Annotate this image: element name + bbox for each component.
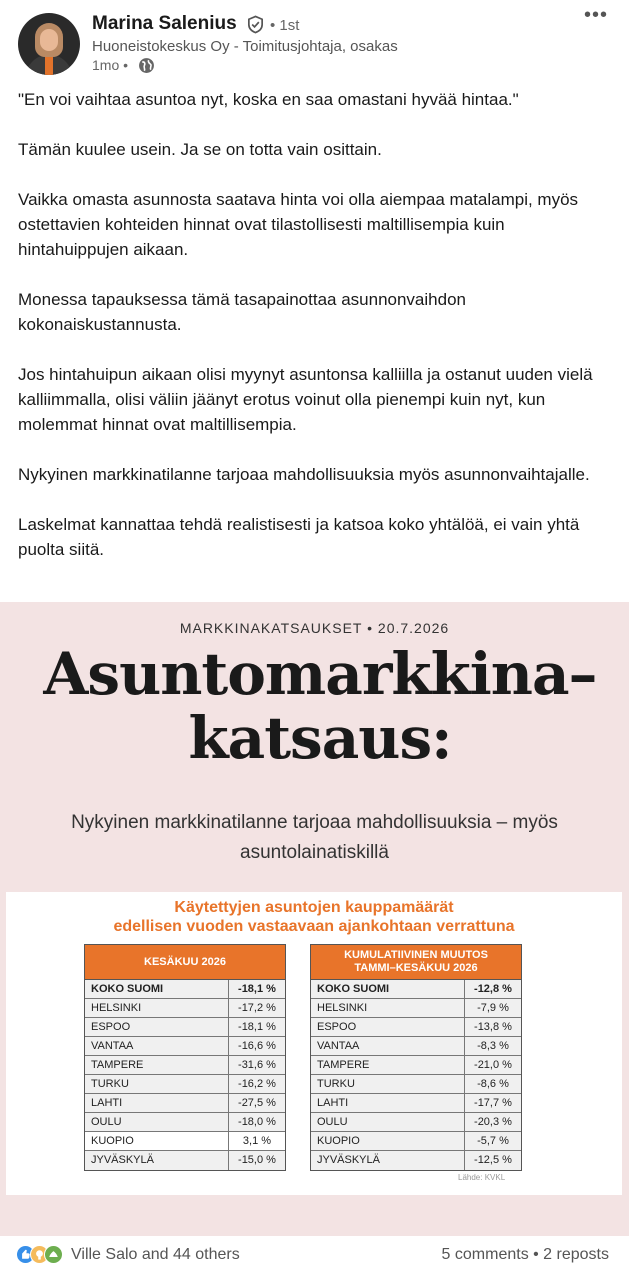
author-name[interactable]: Marina Salenius <box>92 13 237 34</box>
change-cell: -8,6 % <box>477 1078 509 1090</box>
cumulative-header-line: KUMULATIIVINEN MUUTOS <box>344 949 488 961</box>
more-options-icon[interactable]: ••• <box>584 4 609 26</box>
table-row <box>311 999 521 1018</box>
table-row <box>311 1056 521 1075</box>
city-cell: VANTAA <box>311 1037 465 1055</box>
post-paragraph: Vaikka omasta asunnosta saatava hinta voi olla aiempaa matalampi, myös ostettavien kohteiden hinnat ovat tilastollisesti maltillisempia kuin hintahuippujen aikaan. <box>18 190 579 259</box>
table-row <box>311 1094 521 1113</box>
table-row <box>85 1151 285 1170</box>
city-cell: KOKO SUOMI <box>85 980 229 998</box>
avatar-face-shape <box>40 29 58 51</box>
verified-icon <box>246 15 265 34</box>
table-title-line: Käytettyjen asuntojen kauppamäärät <box>174 899 454 916</box>
city-cell: ESPOO <box>311 1018 465 1036</box>
image-kicker: MARKKINAKATSAUKSET • 20.7.2026 <box>179 620 450 636</box>
change-cell: -7,9 % <box>477 1002 509 1014</box>
change-cell: -17,7 % <box>474 1097 512 1109</box>
image-subtitle <box>10 808 619 868</box>
post-paragraph: "En voi vaihtaa asuntoa nyt, koska en saa omastani hyvää hintaa." <box>18 90 519 109</box>
cumulative-table-header <box>311 945 521 980</box>
change-cell: -12,8 % <box>474 983 512 995</box>
table-row <box>85 1018 285 1037</box>
change-cell: 3,1 % <box>242 1135 272 1147</box>
connection-degree: • 1st <box>270 17 300 34</box>
table-row <box>85 1113 285 1132</box>
sales-table-card <box>6 892 622 1195</box>
table-row <box>85 1056 285 1075</box>
image-title-line: Asuntomarkkina– <box>43 640 597 708</box>
change-cell: -31,6 % <box>238 1059 276 1071</box>
change-cell: -8,3 % <box>477 1040 509 1052</box>
reactions-summary[interactable]: Ville Salo and 44 others <box>71 1246 240 1263</box>
table-row <box>85 980 285 999</box>
june-table <box>84 944 286 1171</box>
city-cell: JYVÄSKYLÄ <box>311 1151 465 1170</box>
change-cell: -13,8 % <box>474 1021 512 1033</box>
city-cell: LAHTI <box>85 1094 229 1112</box>
change-cell: -18,1 % <box>238 1021 276 1033</box>
cumulative-table <box>310 944 522 1171</box>
post-paragraph: Tämän kuulee usein. Ja se on totta vain osittain. <box>18 140 382 159</box>
table-source: Lähde: KVKL <box>458 1173 506 1182</box>
table-title-line: edellisen vuoden vastaavaan ajankohtaan verrattuna <box>113 918 515 935</box>
table-row <box>85 999 285 1018</box>
city-cell: TURKU <box>85 1075 229 1093</box>
change-cell: -18,0 % <box>238 1116 276 1128</box>
author-avatar[interactable] <box>18 13 80 75</box>
table-row <box>311 1113 521 1132</box>
table-row <box>85 1037 285 1056</box>
city-cell: KUOPIO <box>85 1132 229 1150</box>
support-icon <box>44 1245 63 1264</box>
change-cell: -15,0 % <box>238 1154 276 1166</box>
city-cell: VANTAA <box>85 1037 229 1055</box>
city-cell: TAMPERE <box>85 1056 229 1074</box>
city-cell: JYVÄSKYLÄ <box>85 1151 229 1170</box>
change-cell: -18,1 % <box>238 983 276 995</box>
change-cell: -20,3 % <box>474 1116 512 1128</box>
post-header <box>0 0 629 82</box>
table-row <box>85 1132 285 1151</box>
author-headline: Huoneistokeskus Oy - Toimitusjohtaja, osakas <box>92 38 398 55</box>
change-cell: -21,0 % <box>474 1059 512 1071</box>
city-cell: HELSINKI <box>85 999 229 1017</box>
june-table-header: KESÄKUU 2026 <box>85 945 285 980</box>
city-cell: OULU <box>85 1113 229 1131</box>
table-row <box>311 1037 521 1056</box>
cumulative-header-line: TAMMI–KESÄKUU 2026 <box>354 962 478 974</box>
post-body <box>18 87 614 587</box>
city-cell: KOKO SUOMI <box>311 980 465 998</box>
table-row <box>311 1151 521 1170</box>
social-bar <box>0 1236 629 1274</box>
post-paragraph: Monessa tapauksessa tämä tasapainottaa asunnonvaihdon kokonaiskustannusta. <box>18 290 466 334</box>
post-paragraph: Jos hintahuipun aikaan olisi myynyt asuntonsa kalliilla ja ostanut uuden vielä kalliimmalla, olisi väliin jäänyt erotus voinut olla pienempi kuin nyt, kun molemmat hinnat ovat maltillisempia. <box>18 365 593 434</box>
change-cell: -16,6 % <box>238 1040 276 1052</box>
post-image[interactable] <box>0 602 629 1236</box>
city-cell: LAHTI <box>311 1094 465 1112</box>
city-cell: TURKU <box>311 1075 465 1093</box>
globe-icon <box>138 57 155 74</box>
table-row <box>311 980 521 999</box>
reaction-icons[interactable] <box>16 1245 68 1265</box>
post-paragraph: Nykyinen markkinatilanne tarjoaa mahdollisuuksia myös asunnonvaihtajalle. <box>18 465 590 484</box>
table-row <box>85 1075 285 1094</box>
image-subtitle-line: Nykyinen markkinatilanne tarjoaa mahdollisuuksia – myös <box>71 812 558 833</box>
city-cell: OULU <box>311 1113 465 1131</box>
post-time: 1mo • <box>92 57 129 73</box>
comments-reposts-count[interactable]: 5 comments • 2 reposts <box>441 1246 609 1263</box>
change-cell: -27,5 % <box>238 1097 276 1109</box>
change-cell: -16,2 % <box>238 1078 276 1090</box>
change-cell: -17,2 % <box>238 1002 276 1014</box>
table-title <box>6 898 622 936</box>
city-cell: ESPOO <box>85 1018 229 1036</box>
post-paragraph: Laskelmat kannattaa tehdä realistisesti ja katsoa koko yhtälöä, ei vain yhtä puolta siitä. <box>18 515 580 559</box>
table-row <box>311 1075 521 1094</box>
table-row <box>311 1018 521 1037</box>
table-row <box>85 1094 285 1113</box>
city-cell: TAMPERE <box>311 1056 465 1074</box>
change-cell: -5,7 % <box>477 1135 509 1147</box>
image-subtitle-line: asuntolainatiskillä <box>240 842 389 863</box>
table-row <box>311 1132 521 1151</box>
city-cell: HELSINKI <box>311 999 465 1017</box>
city-cell: KUOPIO <box>311 1132 465 1150</box>
image-title-line: katsaus: <box>188 704 452 772</box>
change-cell: -12,5 % <box>474 1154 512 1166</box>
image-title <box>20 642 620 770</box>
